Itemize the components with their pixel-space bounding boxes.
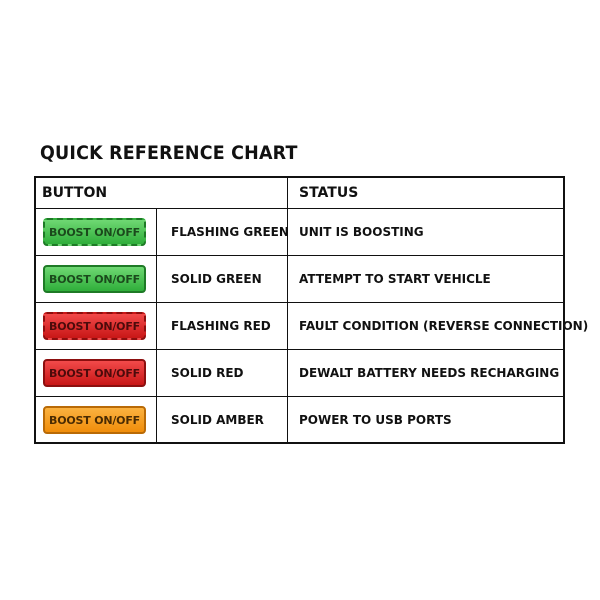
indicator-label: SOLID RED [157,350,288,396]
boost-button-flashing-green: BOOST ON/OFF [43,218,146,246]
indicator-label: SOLID AMBER [157,397,288,444]
button-cell [36,256,157,302]
button-cell [36,350,157,396]
table-row [36,397,565,444]
table-row [36,350,565,397]
status-text: POWER TO USB PORTS [299,413,452,427]
indicator-label: SOLID GREEN [157,256,288,302]
header-button: BUTTON [36,178,288,209]
boost-button-flashing-red: BOOST ON/OFF [43,312,146,340]
status-text: DEWALT BATTERY NEEDS RECHARGING [299,366,560,380]
boost-button-solid-red: BOOST ON/OFF [43,359,146,387]
button-cell [36,397,157,444]
chart-title: QUICK REFERENCE CHART [40,142,298,164]
status-text: UNIT IS BOOSTING [299,225,424,239]
reference-table [34,176,589,444]
table-row [36,256,565,303]
button-cell [36,303,157,349]
boost-button-solid-green: BOOST ON/OFF [43,265,146,293]
button-cell [36,209,157,255]
table-row [36,303,589,350]
header-status: STATUS [288,178,565,209]
indicator-label: FLASHING RED [157,303,288,349]
indicator-label: FLASHING GREEN [157,209,288,255]
table-row [36,209,565,256]
boost-button-solid-amber: BOOST ON/OFF [43,406,146,434]
status-text: FAULT CONDITION (REVERSE CONNECTION) [299,319,589,333]
status-text: ATTEMPT TO START VEHICLE [299,272,491,286]
